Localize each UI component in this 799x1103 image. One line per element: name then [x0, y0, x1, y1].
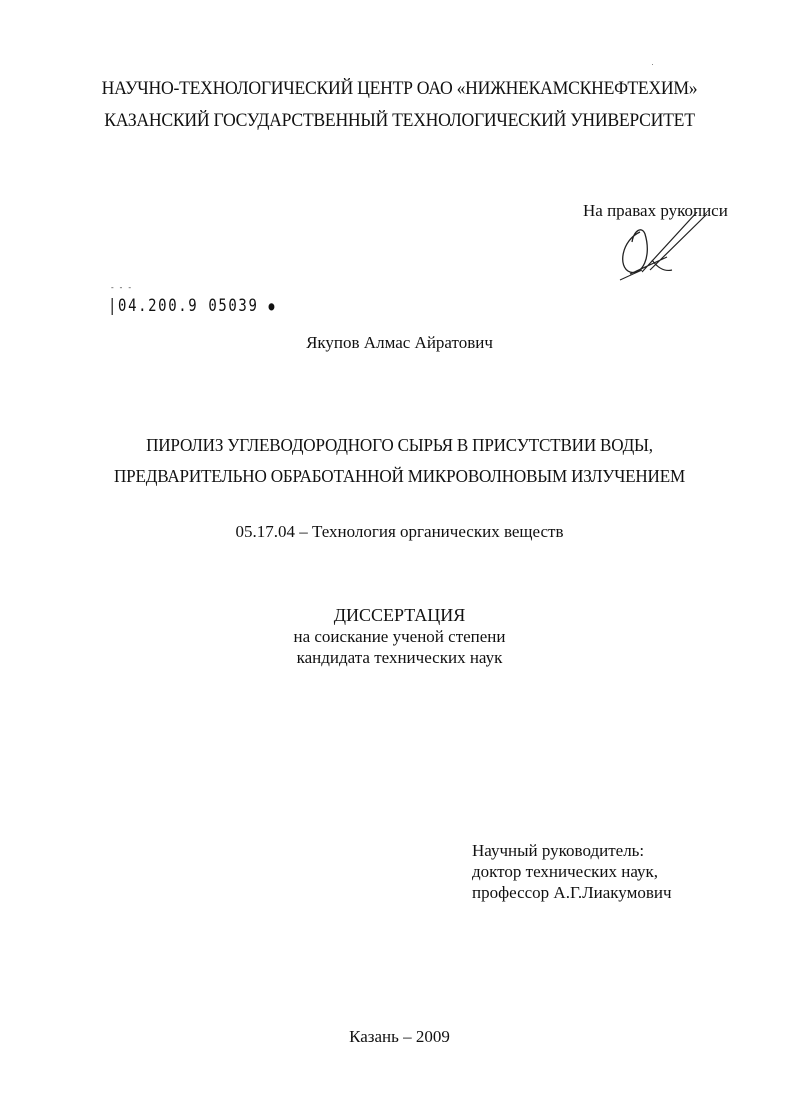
- advisor-name: профессор А.Г.Лиакумович: [472, 883, 672, 902]
- advisor-degree: доктор технических наук,: [472, 862, 659, 881]
- signature-icon: [612, 212, 722, 282]
- stamp-bullet-icon: ●: [268, 299, 277, 313]
- author-name: Якупов Алмас Айратович: [306, 333, 493, 352]
- title-line-2: ПРЕДВАРИТЕЛЬНО ОБРАБОТАННОЙ МИКРОВОЛНОВЫМ ИЗЛУЧЕНИЕМ: [113, 466, 685, 486]
- manuscript-note: На правах рукописи: [583, 201, 728, 220]
- stamp-number: 04.200.9 05039: [118, 296, 259, 316]
- title-line-1: ПИРОЛИЗ УГЛЕВОДОРОДНОГО СЫРЬЯ В ПРИСУТСТВИИ ВОДЫ,: [146, 435, 653, 455]
- organization-line-1: НАУЧНО-ТЕХНОЛОГИЧЕСКИЙ ЦЕНТР ОАО «НИЖНЕКАМСКНЕФТЕХИМ»: [101, 78, 698, 99]
- city-year: Казань – 2009: [349, 1027, 450, 1046]
- organization-line-2: КАЗАНСКИЙ ГОСУДАРСТВЕННЫЙ ТЕХНОЛОГИЧЕСКИЙ УНИВЕРСИТЕТ: [104, 110, 695, 131]
- advisor-label: Научный руководитель:: [472, 841, 645, 860]
- stamp-prefix: |: [108, 296, 119, 316]
- dissertation-line-1: на соискание ученой степени: [293, 627, 506, 646]
- scan-speck: [652, 64, 653, 65]
- specialty: 05.17.04 – Технология органических веществ: [235, 522, 564, 541]
- stamp-dots: - - -: [111, 283, 133, 292]
- dissertation-heading: ДИССЕРТАЦИЯ: [333, 605, 466, 625]
- dissertation-line-2: кандидата технических наук: [296, 648, 503, 667]
- registration-stamp: [108, 296, 276, 316]
- advisor-block: [472, 840, 672, 903]
